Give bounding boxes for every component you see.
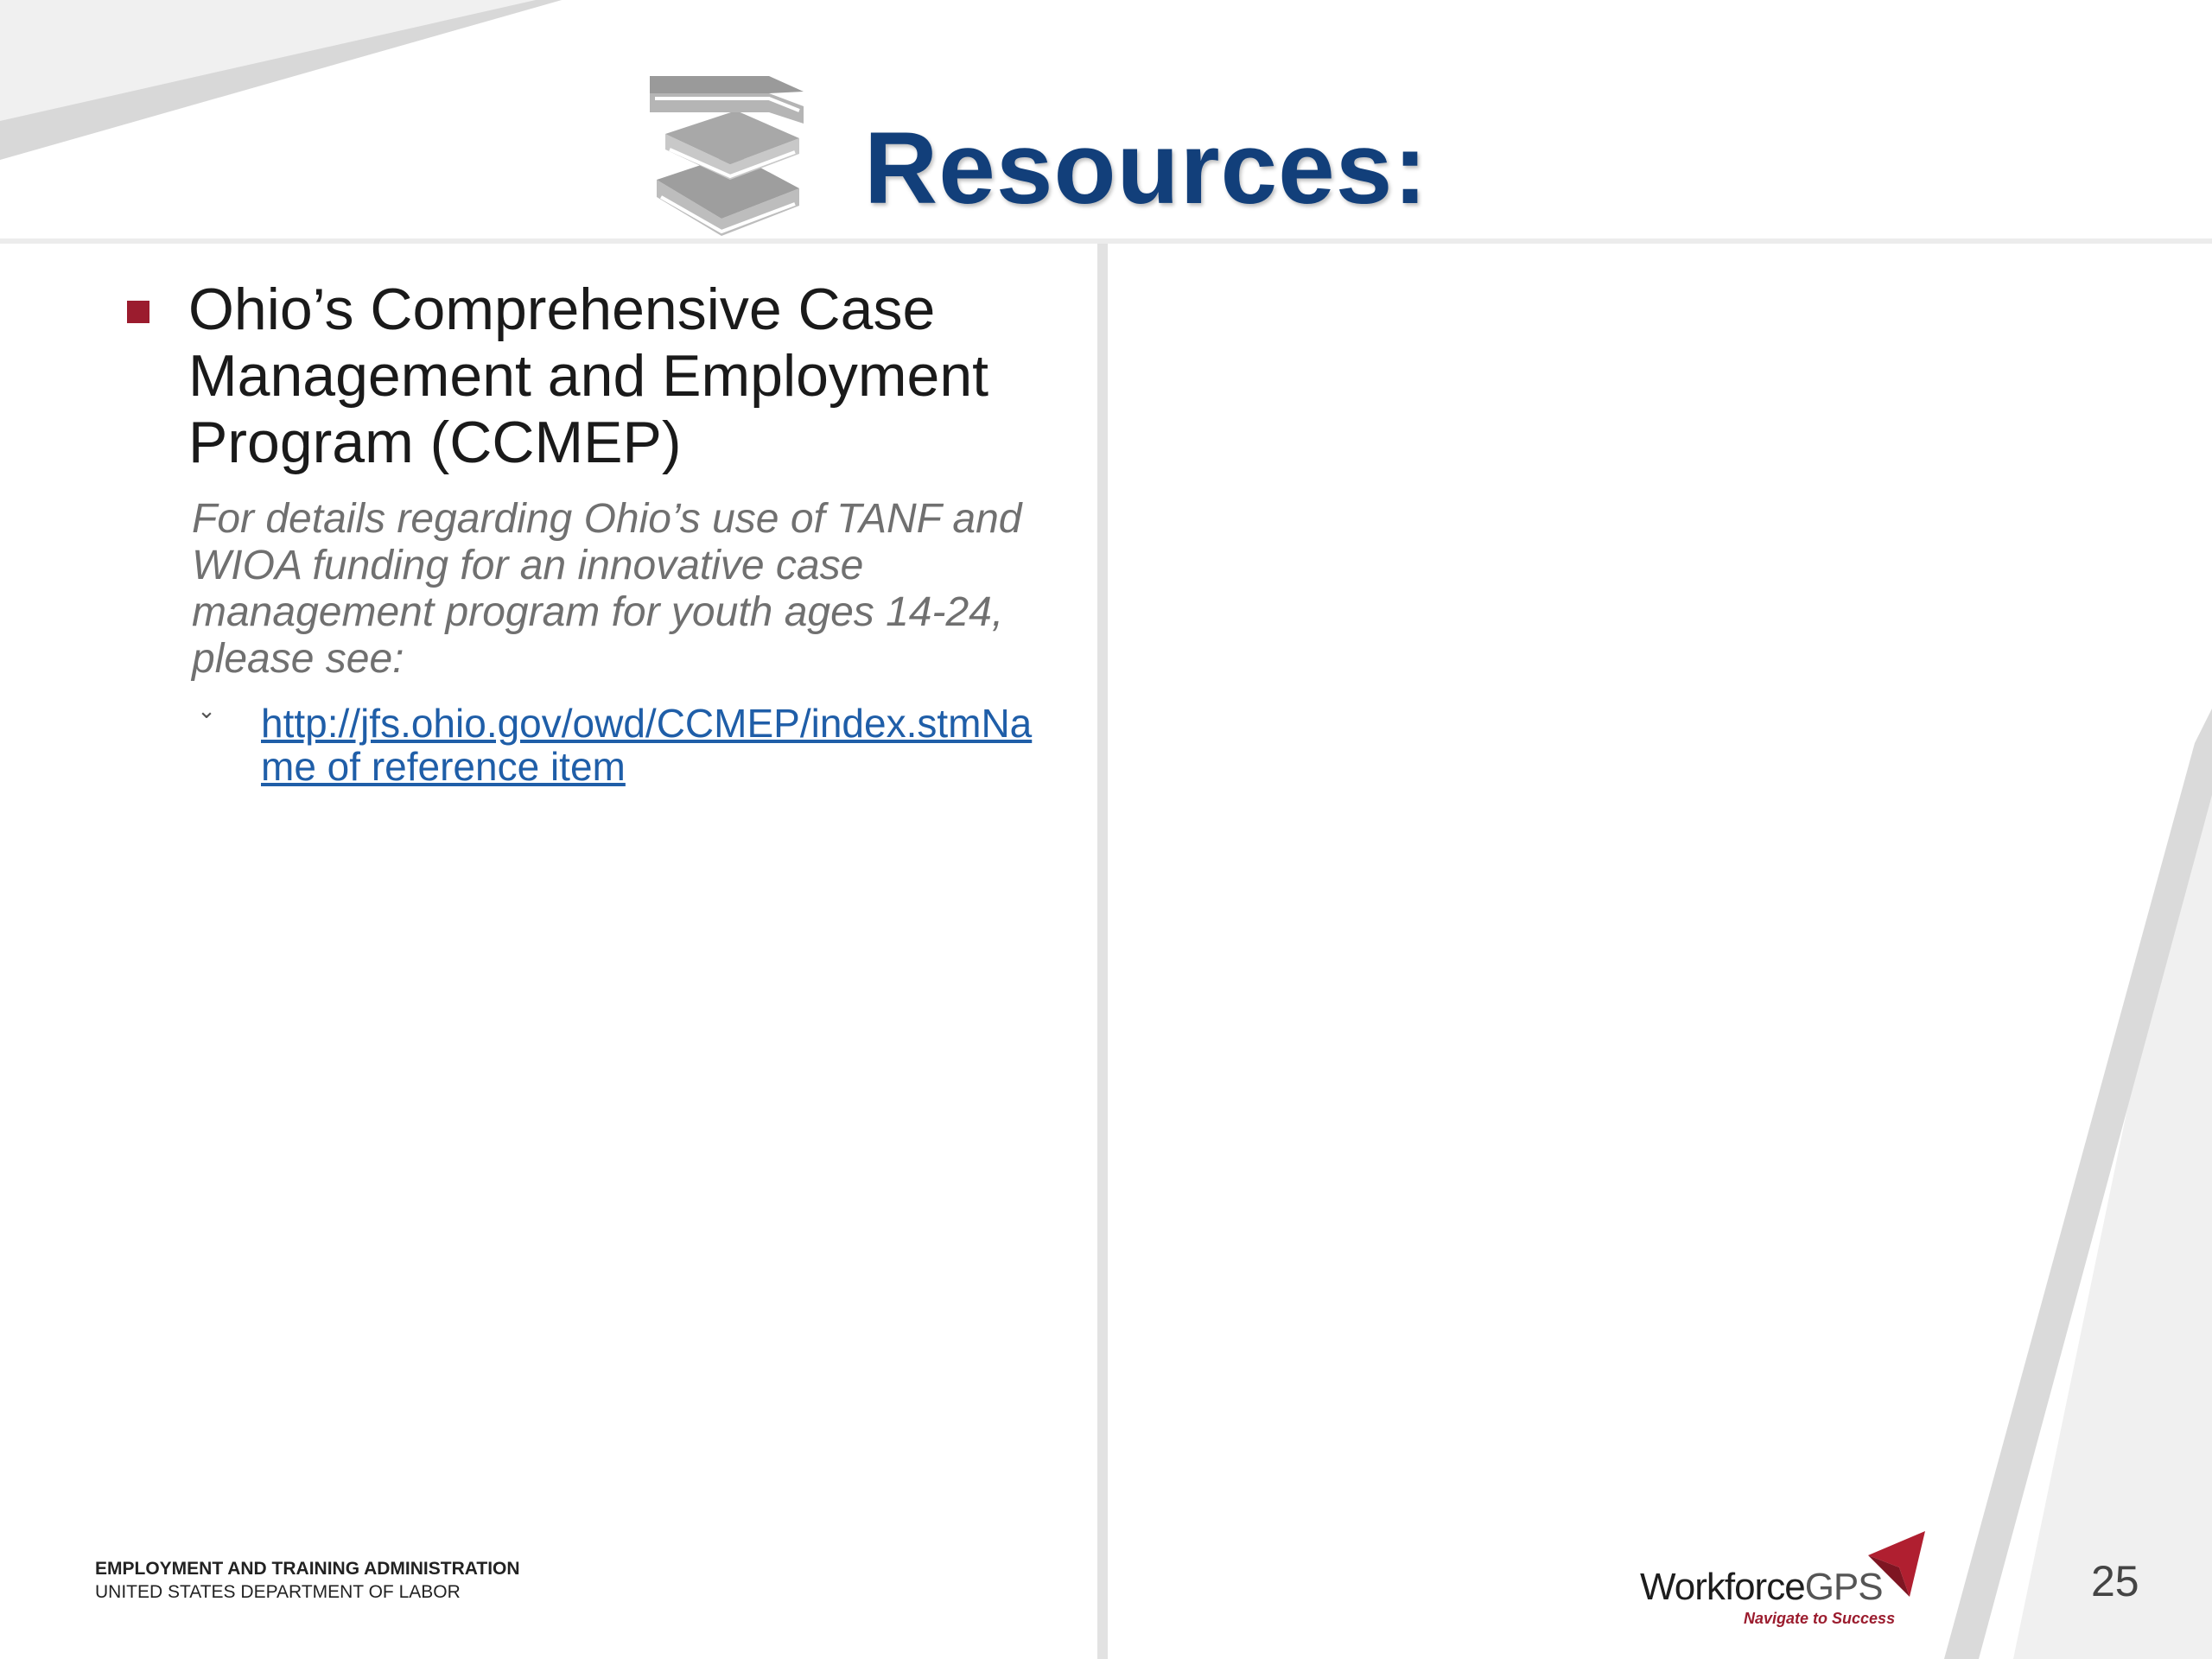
footer-org-line2: UNITED STATES DEPARTMENT OF LABOR — [95, 1582, 461, 1602]
bullet-heading: Ohio’s Comprehensive Case Management and Employment Program (CCMEP) — [188, 276, 989, 475]
sub-bullet-icon: ⌄ — [197, 697, 216, 723]
workforcegps-logo — [1640, 1529, 1934, 1633]
logo-word-main: Workforce — [1640, 1566, 1805, 1608]
square-bullet-icon — [127, 301, 149, 323]
footer-org-line1: EMPLOYMENT AND TRAINING ADMINISTRATION — [95, 1559, 520, 1579]
footer-organization — [95, 1557, 520, 1604]
slide-title: Resources: — [864, 111, 1428, 226]
books-icon — [639, 67, 821, 249]
page-number: 25 — [2091, 1557, 2139, 1605]
arrow-pointer-icon — [1866, 1529, 1927, 1599]
logo-word-gps: GPS — [1804, 1566, 1883, 1608]
logo-tagline: Navigate to Success — [1744, 1610, 1896, 1627]
logo-wordmark — [1640, 1566, 1883, 1609]
ccmep-reference-link[interactable]: http://jfs.ohio.gov/owd/CCMEP/index.stmName of reference item — [261, 701, 1033, 789]
slide-header — [0, 0, 2212, 240]
column-divider — [1097, 244, 1108, 1659]
details-text: For details regarding Ohio’s use of TANF and WIOA funding for an innovative case management program for youth ages 14-24, please see: — [192, 496, 1022, 682]
